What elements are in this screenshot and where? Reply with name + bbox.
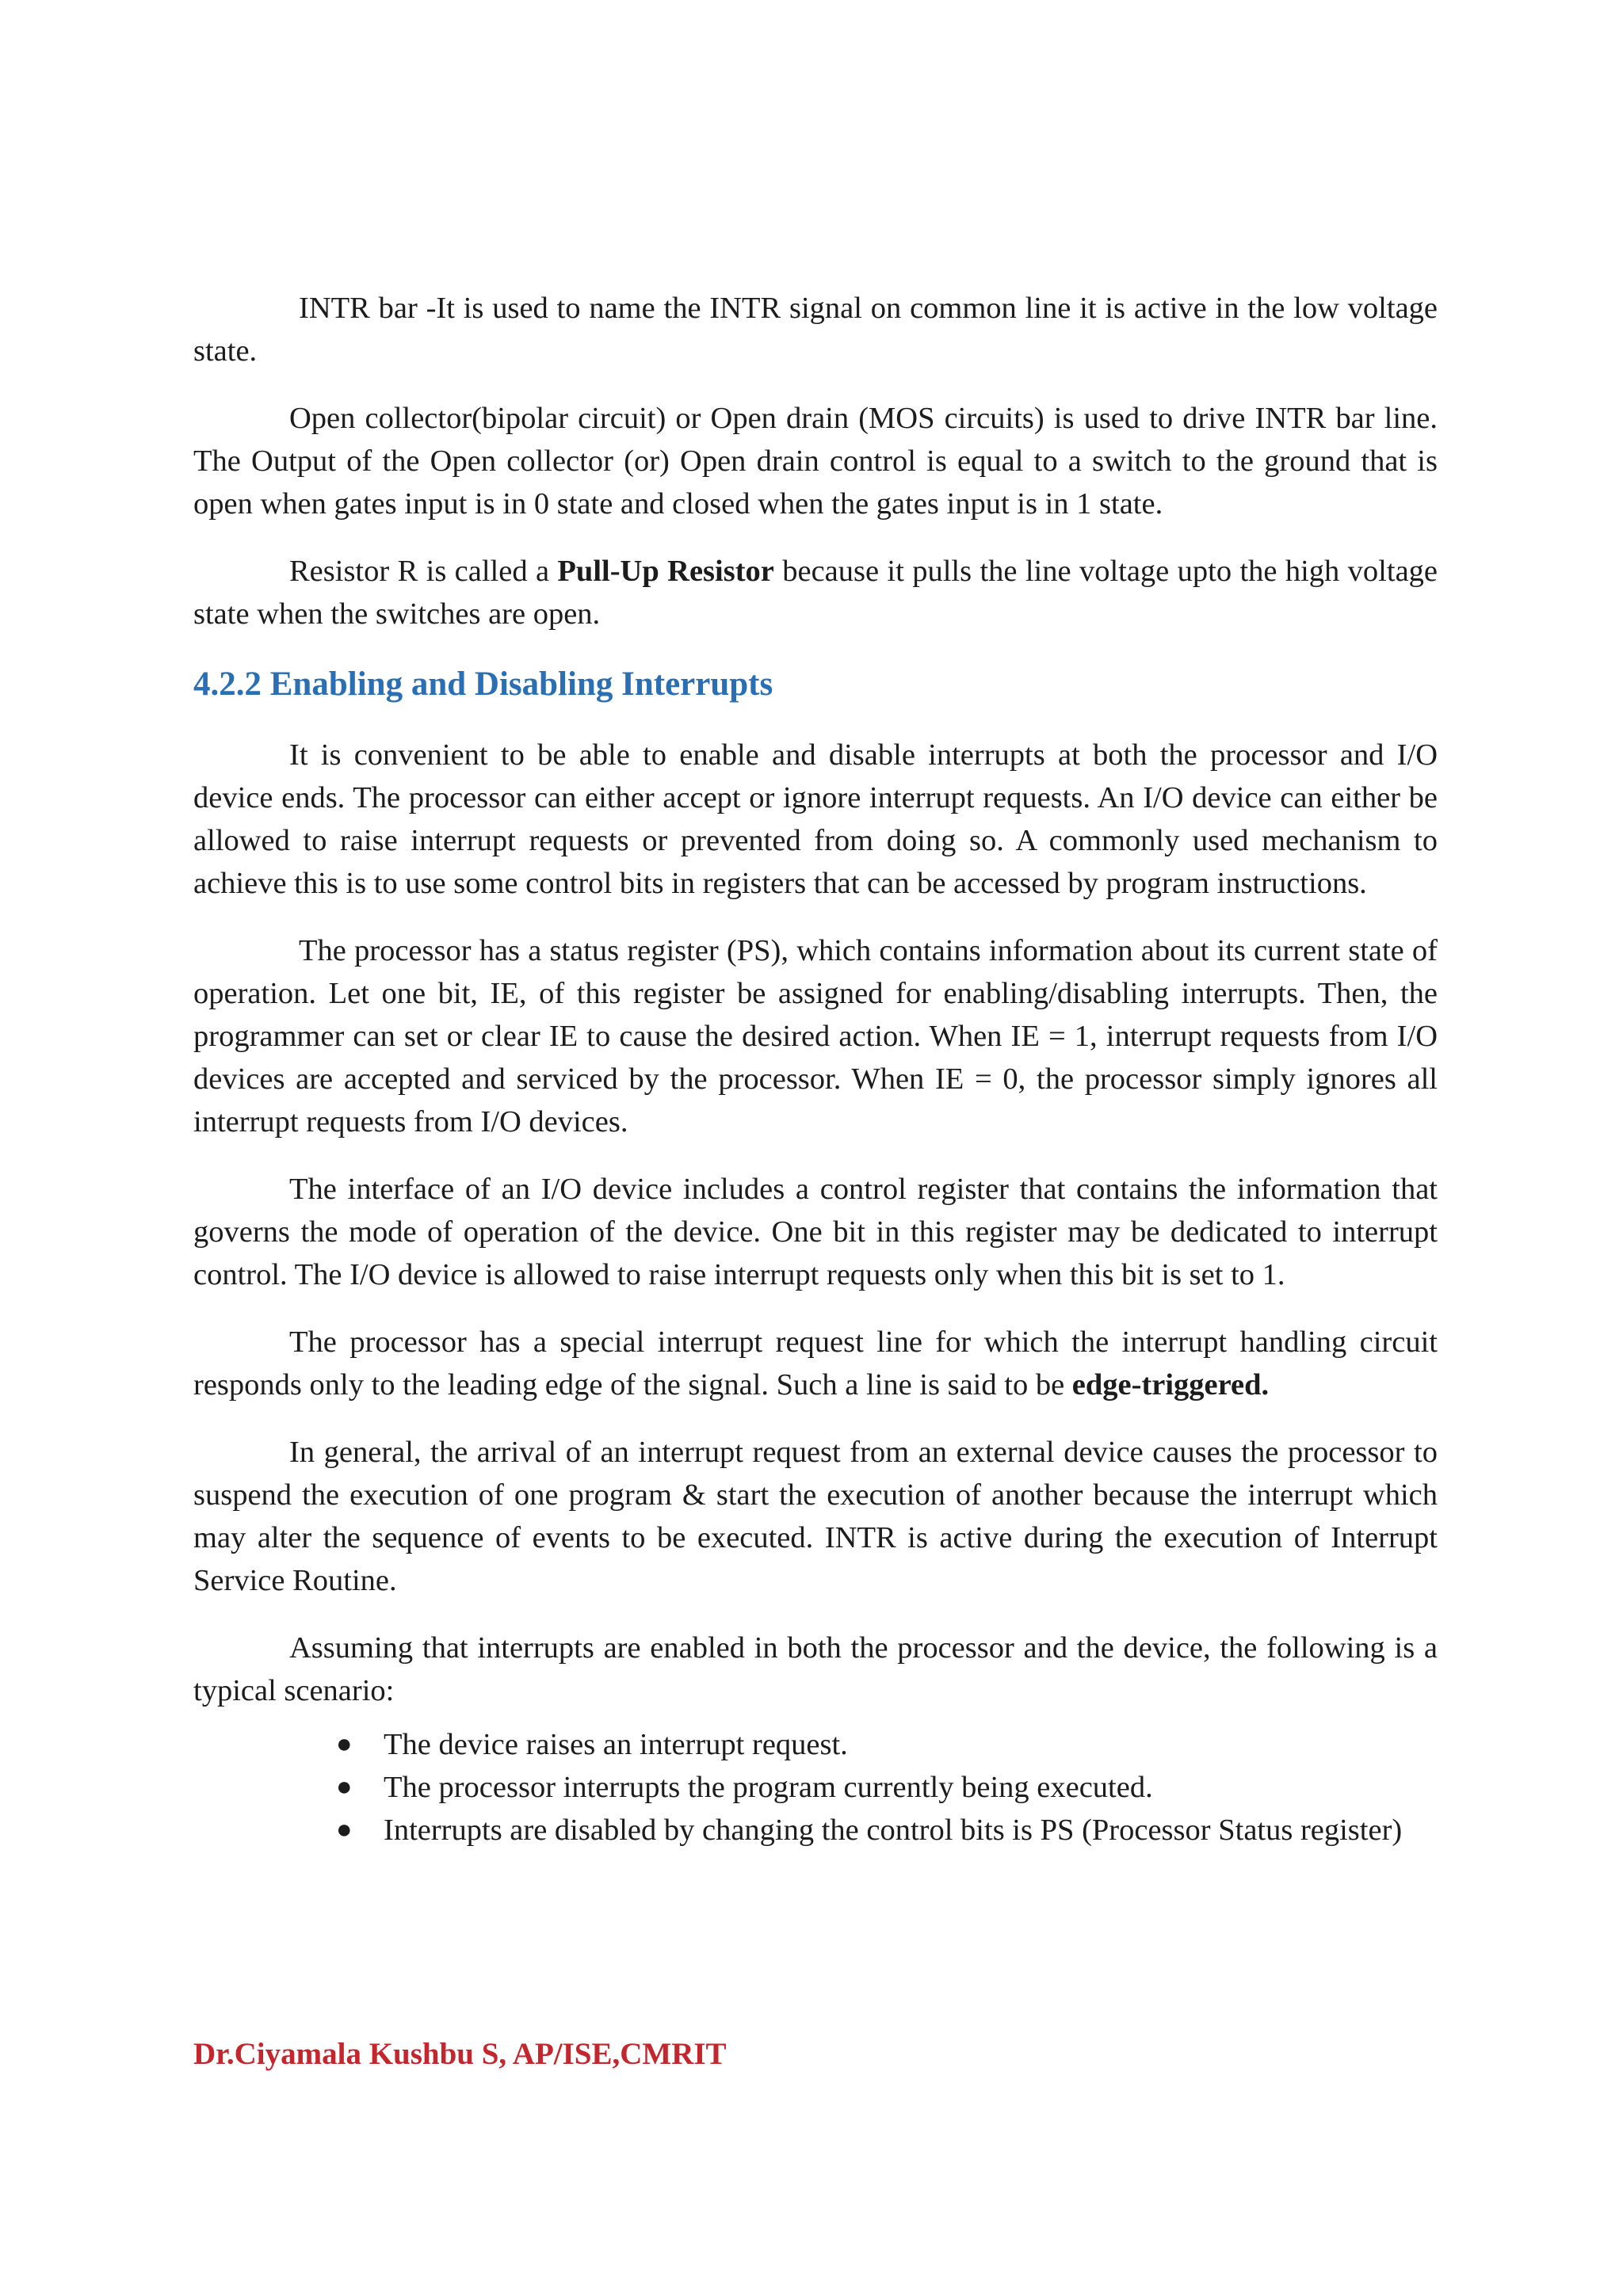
edge-triggered-term: edge-triggered. — [1071, 1368, 1270, 1402]
paragraph-enable-disable-intro: It is convenient to be able to enable and disable interrupts at both the processor and I/O device ends. The processor can either accept or ignore interrupt requests. An I/O device can either be allowed to raise interrupt requests or prevented from doing so. A commonly used mechanism to achieve this is to use some control bits in registers that can be accessed by program instructions. — [193, 738, 1438, 900]
list-item-text: The device raises an interrupt request. — [384, 1728, 848, 1761]
document-body — [193, 287, 1438, 1852]
paragraph-pull-up-resistor — [193, 550, 1438, 635]
paragraph-control-register: The interface of an I/O device includes a control register that contains the information that governs the mode of operation of the device. One bit in this register may be dedicated to interrupt control. The I/O device is allowed to raise interrupt requests only when this bit is set to 1. — [193, 1173, 1438, 1291]
bullet-dot-icon: ● — [336, 1772, 353, 1802]
bullet-dot-icon: ● — [336, 1730, 353, 1759]
paragraph-status-register: The processor has a status register (PS), which contains information about its current state of operation. Let one bit, IE, of this register be assigned for enabling/disabling interrupts. Then, the programmer can set or clear IE to cause the desired action. When IE = 1, interrupt requests from I/O devices are accepted and serviced by the processor. When IE = 0, the processor simply ignores all interrupt requests from I/O devices. — [193, 934, 1438, 1138]
list-item — [336, 1766, 1438, 1809]
resistor-text-start: Resistor R is called a — [289, 555, 558, 588]
list-item — [336, 1809, 1438, 1852]
paragraph-typical-scenario: Assuming that interrupts are enabled in both the processor and the device, the following is a typical scenario: — [193, 1631, 1438, 1707]
paragraph-intr-bar: INTR bar -It is used to name the INTR signal on common line it is active in the low voltage state. — [193, 292, 1438, 368]
list-item-text: The processor interrupts the program currently being executed. — [384, 1771, 1153, 1804]
bullet-dot-icon: ● — [336, 1815, 353, 1844]
list-item — [336, 1723, 1438, 1766]
paragraph-interrupt-arrival: In general, the arrival of an interrupt request from an external device causes the processor to suspend the execution of one program & start the execution of another because the interrupt which may alter the sequence of events to be executed. INTR is active during the execution of Interrupt Service Routine. — [193, 1436, 1438, 1597]
page-footer-author: Dr.Ciyamala Kushbu S, AP/ISE,CMRIT — [193, 2037, 727, 2071]
edge-triggered-text: The processor has a special interrupt request line for which the interrupt handling circuit responds only to the leading edge of the signal. Such a line is said to be — [193, 1325, 1438, 1402]
paragraph-open-collector: Open collector(bipolar circuit) or Open drain (MOS circuits) is used to drive INTR bar line. The Output of the Open collector (or) Open drain control is equal to a switch to the ground that is open when gates input is in 0 state and closed when the gates input is in 1 state. — [193, 402, 1438, 521]
resistor-text-end: because it pulls the line voltage upto the high voltage state when the switches are open. — [193, 555, 1438, 631]
list-item-text: Interrupts are disabled by changing the control bits is PS (Processor Status register) — [384, 1814, 1403, 1847]
scenario-bullet-list — [193, 1723, 1438, 1852]
pull-up-resistor-term: Pull-Up Resistor — [557, 555, 774, 588]
paragraph-edge-triggered — [193, 1321, 1438, 1406]
section-heading: 4.2.2 Enabling and Disabling Interrupts — [193, 666, 773, 703]
